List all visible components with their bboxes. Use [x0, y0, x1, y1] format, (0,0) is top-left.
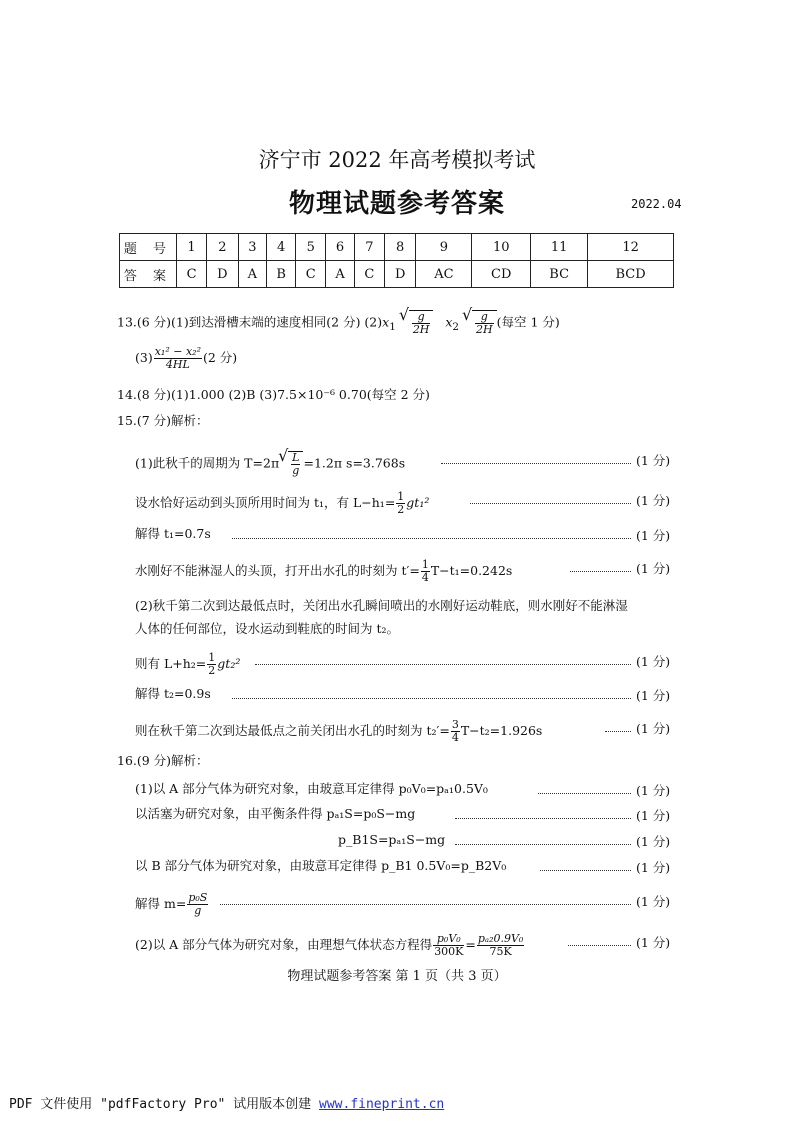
q15-l4-num: 1 [421, 558, 429, 571]
q15-l9-num: 3 [451, 718, 459, 731]
leader-dots [605, 731, 631, 732]
leader-dots [568, 945, 631, 946]
table-cell: 12 [588, 234, 674, 261]
q13-head: 13.(6 分)(1)到达滑槽末端的速度相同(2 分) (2) [117, 314, 383, 330]
table-cell: AC [416, 261, 472, 288]
leader-dots [538, 793, 631, 794]
q15-line-8: 解得 t₂=0.9s [135, 686, 211, 701]
q13-note2: (2 分) [202, 350, 238, 365]
q16-l6-num2: pₐ₂0.9V₀ [477, 932, 524, 945]
table-cell: 8 [384, 234, 415, 261]
table-cell: 9 [416, 234, 472, 261]
q16-l6-num1: p₀V₀ [433, 933, 464, 946]
table-cell: C [354, 261, 384, 288]
q15-l9a: 则在秋千第二次到达最低点之前关闭出水孔的时刻为 t₂′= [135, 723, 450, 738]
table-cell: BCD [588, 261, 674, 288]
q16-l6-den1: 300K [434, 945, 464, 958]
table-cell: B [267, 261, 296, 288]
q15-l7-num: 1 [208, 651, 216, 664]
q15-l1-num: √ L [292, 451, 300, 464]
table-cell: D [384, 261, 415, 288]
score-point: (1 分) [636, 721, 671, 736]
q13-line-1 [117, 310, 560, 336]
q16-line-3: p_B1S=pₐ₁S−mg [338, 832, 446, 847]
q13-fraction-num: x₁² − x₂² [154, 345, 201, 358]
q15-line-1 [135, 451, 405, 477]
table-cell: 10 [472, 234, 531, 261]
q15-line-9 [135, 719, 542, 744]
score-point: (1 分) [636, 935, 671, 950]
q15-l2a: 设水恰好运动到头顶所用时间为 t₁，有 L−h₁= [135, 495, 396, 510]
q16-l5a: 解得 m= [135, 896, 187, 911]
answer-table [119, 233, 674, 288]
table-cell: 2 [207, 234, 238, 261]
q15-l4b: T−t₁=0.242s [430, 563, 513, 578]
q16-line-2: 以活塞为研究对象，由平衡条件得 pₐ₁S=p₀S−mg [135, 806, 416, 821]
score-point: (1 分) [636, 654, 671, 669]
q15-line-6: 人体的任何部位，设水运动到鞋底的时间为 t₂。 [135, 621, 400, 636]
q15-line-7 [135, 652, 240, 677]
q15-l9-den: 4 [451, 731, 459, 744]
table-cell: A [326, 261, 355, 288]
score-point: (1 分) [636, 894, 671, 909]
q15-line-2 [135, 491, 429, 516]
score-point: (1 分) [636, 561, 671, 576]
q15-l7-den: 2 [208, 664, 216, 677]
leader-dots [441, 463, 631, 464]
table-cell: 1 [177, 234, 207, 261]
leader-dots [455, 844, 631, 845]
q13-sqrt1-den: 2H [412, 323, 430, 336]
page-footer: 物理试题参考答案 第 1 页（共 3 页） [287, 969, 507, 984]
table-cell: C [177, 261, 207, 288]
q15-line-5: (2)秋千第二次到达最低点时，关闭出水孔瞬间喷出的水刚好运动鞋底，则水刚好不能淋湿 [135, 598, 628, 613]
q16-l6-eq: = [465, 937, 476, 952]
leader-dots [232, 698, 631, 699]
leader-dots [470, 503, 631, 504]
score-point: (1 分) [636, 528, 671, 543]
q15-head: 15.(7 分)解析： [117, 413, 209, 428]
score-point: (1 分) [636, 808, 671, 823]
pdf-creator-text: PDF 文件使用 "pdfFactory Pro" 试用版本创建 [9, 1097, 320, 1112]
table-cell: BC [531, 261, 588, 288]
q16-l6-den2: 75K [489, 945, 512, 958]
q15-l2b: gt₁² [406, 495, 430, 510]
table-cell: CD [472, 261, 531, 288]
q14-line: 14.(8 分)(1)1.000 (2)B (3)7.5×10⁻⁶ 0.70(每空 2 分) [117, 387, 430, 402]
document-date: 2022.04 [631, 197, 682, 211]
q13-sqrt-1 [409, 310, 434, 336]
q16-l5-den: g [194, 904, 202, 917]
q15-line-4 [135, 559, 512, 584]
q15-l9b: T−t₂=1.926s [460, 723, 543, 738]
row-label-question-number: 题 号 [120, 234, 177, 261]
q13-part3: (3) [135, 350, 153, 365]
q15-l1a: (1)此秋千的周期为 T=2π [135, 455, 280, 471]
table-cell: C [296, 261, 326, 288]
question-number-row [120, 234, 674, 261]
q15-l2-den: 2 [397, 503, 405, 516]
score-point: (1 分) [636, 493, 671, 508]
fineprint-link[interactable]: www.fineprint.cn [319, 1097, 445, 1112]
table-cell: D [207, 261, 238, 288]
q16-line-5 [135, 892, 209, 917]
q16-head: 16.(9 分)解析： [117, 753, 209, 768]
leader-dots [570, 571, 631, 572]
q13-sqrt-2 [472, 310, 497, 336]
answer-row [120, 261, 674, 288]
q16-l5-num: p₀S [188, 891, 208, 904]
score-point: (1 分) [636, 860, 671, 875]
q13-fraction-den: 4HL [165, 358, 190, 371]
q15-l2-num: 1 [397, 490, 405, 503]
q13-sqrt2-num: √ g [475, 311, 494, 324]
q13-line-2 [135, 346, 237, 371]
leader-dots [220, 904, 631, 905]
score-point: (1 分) [636, 783, 671, 798]
q16-line-1: (1)以 A 部分气体为研究对象，由玻意耳定律得 p₀V₀=pₐ₁0.5V₀ [135, 781, 488, 796]
document-title: 济宁市 2022 年高考模拟考试 [258, 148, 536, 172]
q13-sub2: 2 [452, 321, 460, 333]
leader-dots [255, 664, 631, 665]
score-point: (1 分) [636, 453, 671, 468]
table-cell: 4 [267, 234, 296, 261]
q15-l1-den: g [292, 464, 300, 477]
q13-x1: x [382, 314, 390, 330]
document-subtitle: 物理试题参考答案 [288, 189, 505, 219]
q13-sqrt2-den: 2H [476, 323, 493, 336]
q13-note1: (每空 1 分) [496, 314, 560, 330]
leader-dots [455, 818, 631, 819]
score-point: (1 分) [636, 834, 671, 849]
q15-l1b: =1.2π s=3.768s [303, 455, 406, 471]
q16-l6a: (2)以 A 部分气体为研究对象，由理想气体状态方程得 [135, 937, 433, 952]
q16-line-6 [135, 933, 525, 958]
pdf-creator-note [9, 1093, 444, 1112]
q13-sub1: 1 [389, 321, 396, 333]
table-cell: 6 [326, 234, 355, 261]
leader-dots [232, 538, 631, 539]
score-point: (1 分) [636, 688, 671, 703]
leader-dots [540, 870, 631, 871]
q15-l4-den: 4 [421, 571, 429, 584]
table-cell: 11 [531, 234, 588, 261]
table-cell: 7 [354, 234, 384, 261]
table-cell: 5 [296, 234, 326, 261]
q13-x2: x [445, 314, 453, 330]
q15-line-3: 解得 t₁=0.7s [135, 526, 211, 541]
q15-l4a: 水刚好不能淋湿人的头顶，打开出水孔的时刻为 t′= [135, 563, 420, 578]
table-cell: 3 [238, 234, 267, 261]
q15-l7b: gt₂² [217, 656, 241, 671]
table-cell: A [238, 261, 267, 288]
q15-l7a: 则有 L+h₂= [135, 656, 207, 671]
q16-line-4: 以 B 部分气体为研究对象，由玻意耳定律得 p_B1 0.5V₀=p_B2V₀ [135, 858, 507, 873]
q13-sqrt1-num: √ g [412, 311, 431, 324]
row-label-answer: 答 案 [120, 261, 177, 288]
